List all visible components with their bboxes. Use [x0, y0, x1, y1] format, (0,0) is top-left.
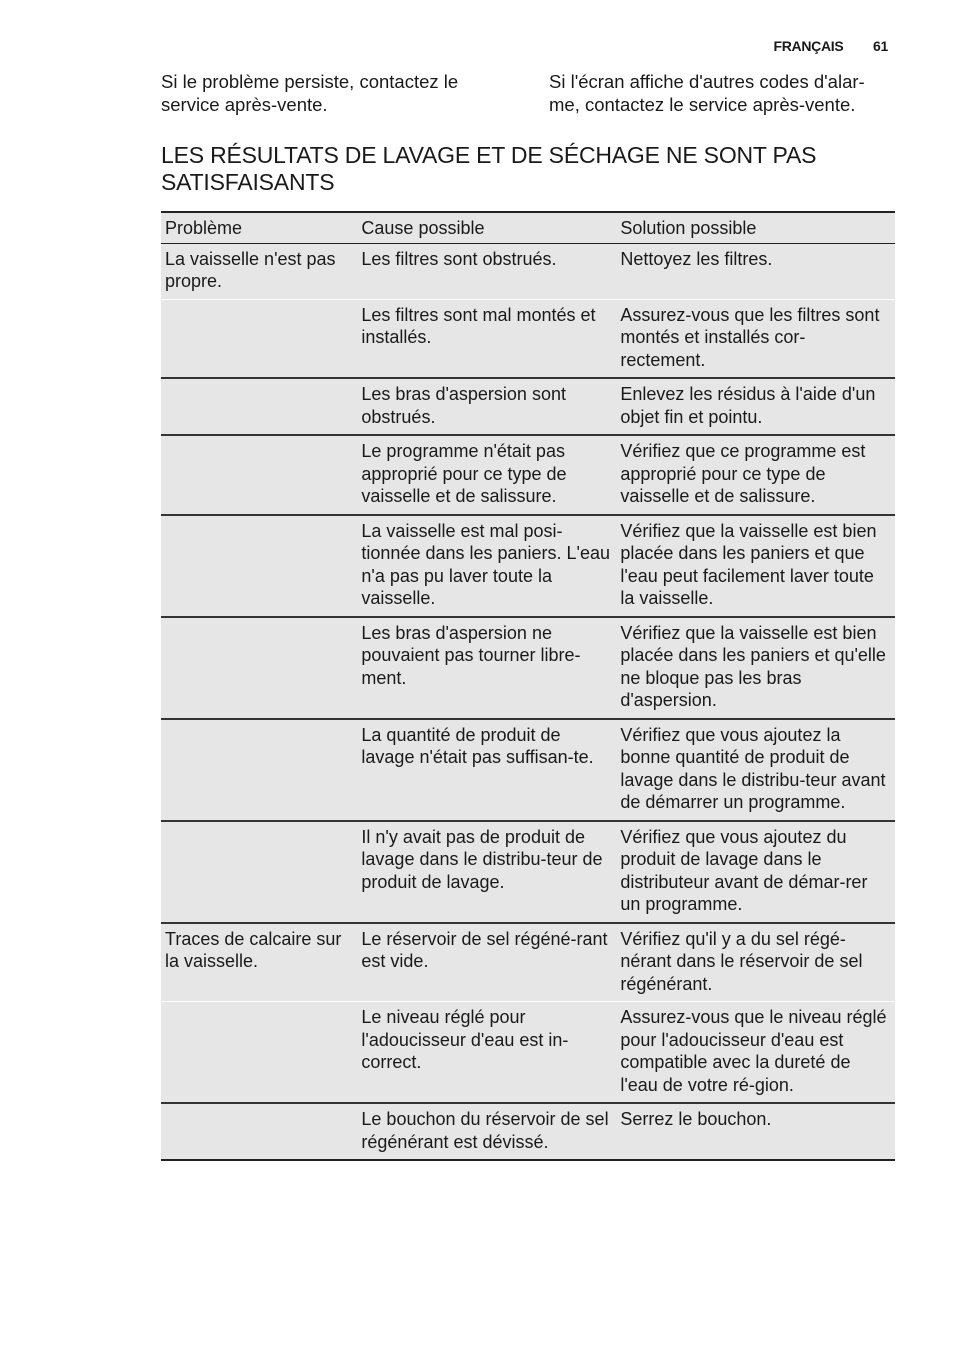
table-row — [161, 821, 895, 923]
problem-cell: Traces de calcaire sur la vaisselle. — [165, 928, 342, 971]
solution-cell: Vérifiez que la vaisselle est bien placée dans les paniers et que l'eau peut facilement laver toute la vaisselle. — [620, 520, 877, 608]
solution-cell: Vérifiez que vous ajoutez du produit de lavage dans le distributeur avant de démar-rer un programme. — [620, 826, 868, 914]
solution-cell: Enlevez les résidus à l'aide d'un objet fin et pointu. — [620, 384, 876, 427]
problem-cell — [161, 617, 357, 719]
language-label: FRANÇAIS — [773, 38, 844, 54]
table-row — [161, 923, 895, 1002]
intro-left: Si le problème persiste, contactez le service après-vente. — [161, 71, 459, 115]
solution-cell: Vérifiez qu'il y a du sel régé-nérant dans le réservoir de sel régénérant. — [620, 928, 863, 994]
problem-cell — [161, 821, 357, 923]
problem-cell — [161, 378, 357, 435]
solution-cell: Assurez-vous que les filtres sont montés et installés cor-rectement. — [620, 304, 880, 370]
problem-cell — [161, 719, 357, 821]
cause-cell: Les filtres sont mal montés et installés. — [361, 304, 596, 347]
table-row — [161, 719, 895, 821]
table-row — [161, 515, 895, 617]
table-row — [161, 617, 895, 719]
cause-cell: Les bras d'aspersion sont obstrués. — [361, 384, 566, 427]
cause-cell: Les bras d'aspersion ne pouvaient pas tourner libre-ment. — [361, 622, 581, 688]
table-row — [161, 435, 895, 515]
cause-cell: Le niveau réglé pour l'adoucisseur d'eau est in-correct. — [361, 1007, 569, 1072]
problem-cell — [161, 1103, 357, 1160]
intro-right: Si l'écran affiche d'autres codes d'alar-me, contactez le service après-vente. — [549, 71, 865, 115]
cause-cell: La vaisselle est mal posi-tionnée dans les paniers. L'eau n'a pas pu laver toute la vaisselle. — [361, 520, 611, 608]
solution-cell: Vérifiez que vous ajoutez la bonne quantité de produit de lavage dans le distribu-teur avant de démarrer un programme. — [620, 724, 886, 812]
cause-cell: Les filtres sont obstrués. — [361, 248, 557, 269]
problem-cell — [161, 1002, 357, 1104]
page-number: 61 — [873, 38, 888, 54]
table-row — [161, 1103, 895, 1160]
cause-cell: Il n'y avait pas de produit de lavage dans le distribu-teur de produit de lavage. — [361, 826, 603, 892]
troubleshooting-table — [161, 211, 895, 1161]
header-cause: Cause possible — [361, 218, 485, 238]
table-row — [161, 378, 895, 435]
table-row — [161, 1002, 895, 1104]
cause-cell: Le réservoir de sel régéné-rant est vide. — [361, 928, 608, 971]
cause-cell: Le bouchon du réservoir de sel régénérant est dévissé. — [361, 1109, 609, 1152]
page-header — [773, 38, 888, 54]
table-row — [161, 299, 895, 378]
header-problem: Problème — [165, 218, 243, 238]
header-solution: Solution possible — [620, 218, 757, 238]
cause-cell: La quantité de produit de lavage n'était pas suffisan-te. — [361, 724, 594, 767]
problem-cell — [161, 299, 357, 378]
intro-text — [161, 70, 894, 116]
problem-cell — [161, 435, 357, 515]
solution-cell: Vérifiez que ce programme est approprié pour ce type de vaisselle et de salissure. — [620, 441, 866, 506]
problem-cell — [161, 515, 357, 617]
problem-cell: La vaisselle n'est pas propre. — [165, 248, 336, 291]
solution-cell: Assurez-vous que le niveau réglé pour l'adoucisseur d'eau est compatible avec la dureté de l'eau de votre ré-gion. — [620, 1007, 887, 1095]
solution-cell: Vérifiez que la vaisselle est bien placée dans les paniers et qu'elle ne bloque pas les bras d'aspersion. — [620, 622, 886, 710]
solution-cell: Nettoyez les filtres. — [620, 248, 773, 269]
solution-cell: Serrez le bouchon. — [620, 1109, 772, 1129]
cause-cell: Le programme n'était pas approprié pour ce type de vaisselle et de salissure. — [361, 441, 567, 506]
section-title: LES RÉSULTATS DE LAVAGE ET DE SÉCHAGE NE SONT PAS SATISFAISANTS — [161, 142, 817, 195]
table-row — [161, 243, 895, 299]
table-header-row — [161, 212, 895, 243]
